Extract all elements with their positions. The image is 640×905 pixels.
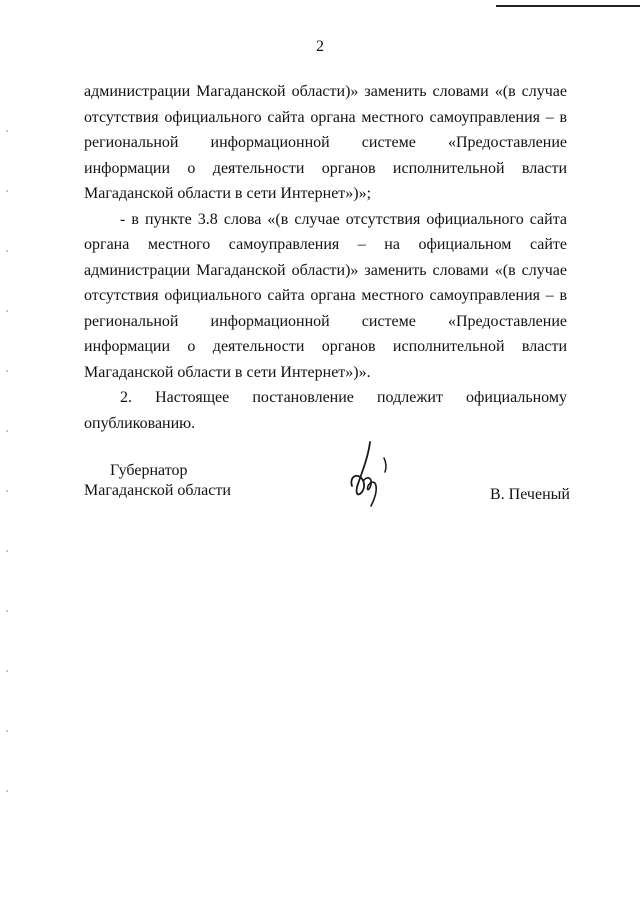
paragraph-3: 2. Настоящее постановление подлежит официальному опубликованию. (84, 389, 567, 432)
top-edge-line (496, 5, 640, 7)
signatory-title-line-1: Губернатор (110, 462, 188, 479)
paragraph-2: - в пункте 3.8 слова «(в случае отсутствия официального сайта органа местного самоуправления – на официальном сайте администрации Магаданской области)» заменить словами «(в случае отсутствия официального сайта органа местного самоуправления – в региональной информационной системе «Предоставление информации о деятельности органов исполнительной власти Магаданской области в сети Интернет»)». (84, 210, 567, 381)
signatory-name: В. Печеный (490, 486, 570, 503)
handwritten-signature (340, 440, 400, 510)
document-body (84, 79, 567, 436)
signatory-title-line-2: Магаданской области (84, 482, 231, 499)
signature-block (0, 460, 640, 520)
paragraph-1: администрации Магаданской области)» заменить словами «(в случае отсутствия официального сайта органа местного самоуправления – в региональной информационной системе «Предоставление информации о деятельности органов исполнительной власти Магаданской области в сети Интернет»)»; (84, 83, 567, 202)
page-number: 2 (316, 38, 324, 55)
